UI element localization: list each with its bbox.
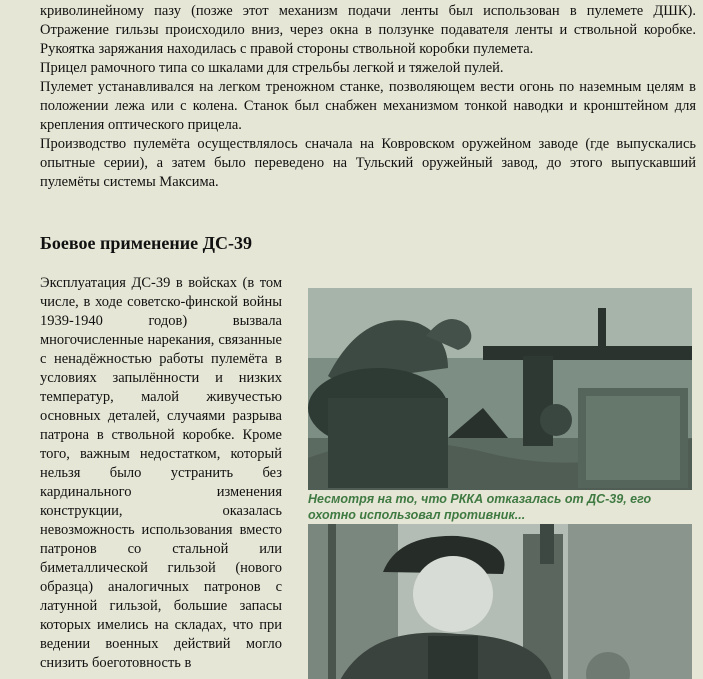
article-top-text	[40, 0, 696, 192]
photo-soldiers-with-machine-gun	[308, 288, 692, 490]
photo-caption: Несмотря на то, что РККА отказалась от ДС-39, его охотно использовал противник...	[308, 492, 652, 522]
photo-soldier-portrait	[308, 524, 692, 679]
paragraph-tripod: Пулемет устанавливался на легком треножном станке, позволяющем вести огонь по наземным целям в положении лежа или с колена. Станок был снабжен механизмом тонкой наводки и кронштейном для крепления оптического прицела.	[40, 79, 696, 133]
paragraph-feed-mechanism: криволинейному пазу (позже этот механизм подачи ленты был использован в пулемете ДШК). Отражение гильзы происходило вниз, через окна в ползунке подавателя ленты и ствольной коробке. Рукоятка заряжания находилась с правой стороны ствольной коробки пулемета.	[40, 3, 696, 57]
paragraph-sight: Прицел рамочного типа со шкалами для стрельбы легкой и тяжелой пулей.	[40, 60, 504, 76]
section-body-text: Эксплуатация ДС-39 в войсках (в том числе, в ходе советско-финской войны 1939-1940 годов) вызвала многочисленные нарекания, связанные с ненадёжностью работы пулемёта в условиях запылённости и низких температур, малой живучестью основных деталей, случаями разрыва патрона в ствольной коробке. Кроме того, важным недостатком, который нельзя было устранить без кардинального изменения конструкции, оказалась невозможность использования вместо патронов со стальной или биметаллической гильзой (нового образца) аналогичных патронов с латунной гильзой, большие запасы которых имелись на складах, что при ведении военных действий могло снизить боеготовность в	[40, 275, 282, 671]
section-heading: Боевое применение ДС-39	[40, 233, 252, 253]
paragraph-production: Производство пулемёта осуществлялось сначала на Ковровском оружейном заводе (где выпускались опытные серии), а затем было переведено на Тульский оружейный завод, до этого выпускавший пулемёты системы Максима.	[40, 136, 696, 190]
